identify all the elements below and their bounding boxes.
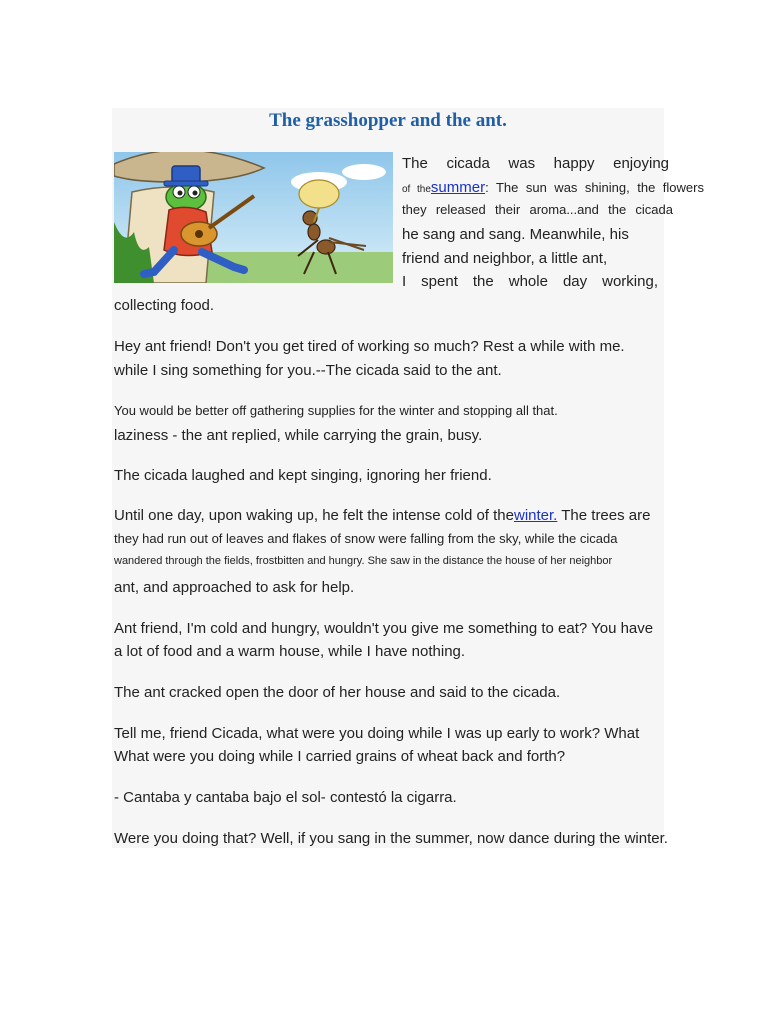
para2-line2: while I sing something for you.--The cicada said to the ant. [114,362,502,379]
para4-line1: The cicada laughed and kept singing, ignoring her friend. [114,467,492,484]
para3-line2: laziness - the ant replied, while carrying the grain, busy. [114,427,483,444]
para7-line1: The ant cracked open the door of her house and said to the cicada. [114,684,561,701]
para1-line1: The cicada was happy enjoying [402,155,669,172]
summer-link[interactable]: summer [430,179,486,196]
para6-line2: a lot of food and a warm house, while I have nothing. [114,643,466,660]
para1-line7: collecting food. [114,297,215,314]
para5-line1-prefix: Until one day, upon waking up, he felt the intense cold of the [114,507,514,524]
para2-line1: Hey ant friend! Don't you get tired of working so much? Rest a while with me. [114,338,625,355]
para6-line1: Ant friend, I'm cold and hungry, wouldn't you give me something to eat? You have [114,620,654,637]
para5-line4: ant, and approached to ask for help. [114,579,355,596]
story-title: The grasshopper and the ant. [269,110,507,131]
story-illustration [114,152,393,283]
para5-line1-rest: The trees are [557,507,651,524]
para1-line2-prefix: of the [402,184,431,195]
para9-line1: - Cantaba y cantaba bajo el sol- contestó la cigarra. [114,789,457,806]
illustration-art [114,152,393,283]
para8-line1: Tell me, friend Cicada, what were you doing while I was up early to work? What [114,725,640,742]
para5-line3: wandered through the fields, frostbitten and hungry. She saw in the distance the house of her neighbor [114,555,613,567]
para1-line5: friend and neighbor, a little ant, [402,250,608,267]
para1-line2-rest: : The sun was shining, the flowers [485,180,704,195]
para8-line2: What were you doing while I carried grains of wheat back and forth? [114,748,566,765]
para1-line3: they released their aroma...and the cicada [402,202,673,217]
para5-line1 [114,507,650,524]
para1-line6: I spent the whole day working, [402,273,658,290]
para5-line2: they had run out of leaves and flakes of snow were falling from the sky, while the cicada [114,531,618,546]
para1-line4: he sang and sang. Meanwhile, his [402,226,629,243]
para1-line2 [402,179,704,196]
winter-link[interactable]: winter. [514,507,558,524]
para3-line1: You would be better off gathering supplies for the winter and stopping all that. [114,403,558,418]
para10-line1: Were you doing that? Well, if you sang in the summer, now dance during the winter. [114,830,668,847]
